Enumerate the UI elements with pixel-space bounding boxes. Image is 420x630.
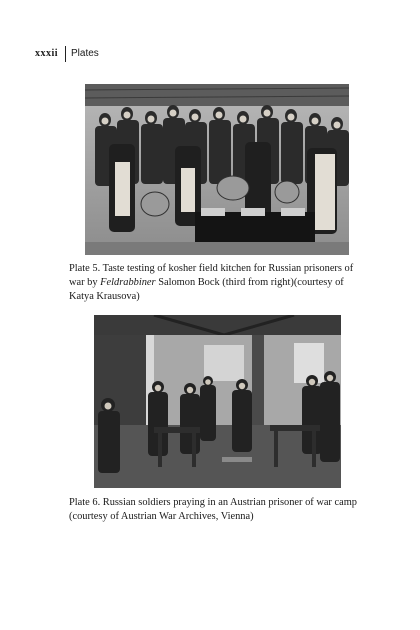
plate-6-caption: Plate 6. Russian soldiers praying in an Austrian prisoner of war camp (courtesy of Austrian War Archives, Vienna) <box>69 497 357 522</box>
plate-5-photo-graphic <box>85 84 349 255</box>
plate-5-caption <box>69 262 359 304</box>
header-divider <box>65 46 66 62</box>
plate-5-caption-tail: Salomon Bock (third from right)(courtesy of Katya Krausova) <box>69 277 344 302</box>
plate-6-photo <box>94 315 341 488</box>
plate-5-caption-lead: Plate 5. Taste testing of kosher field kitchen for Russian prisoners of war by <box>69 263 354 288</box>
plate-5-photo <box>85 84 349 255</box>
plate-6-photo-graphic <box>94 315 341 488</box>
plate-5-caption-emphasis: Feldrabbiner <box>100 277 156 288</box>
page-number: xxxii <box>35 48 59 59</box>
section-title: Plates <box>71 48 99 59</box>
